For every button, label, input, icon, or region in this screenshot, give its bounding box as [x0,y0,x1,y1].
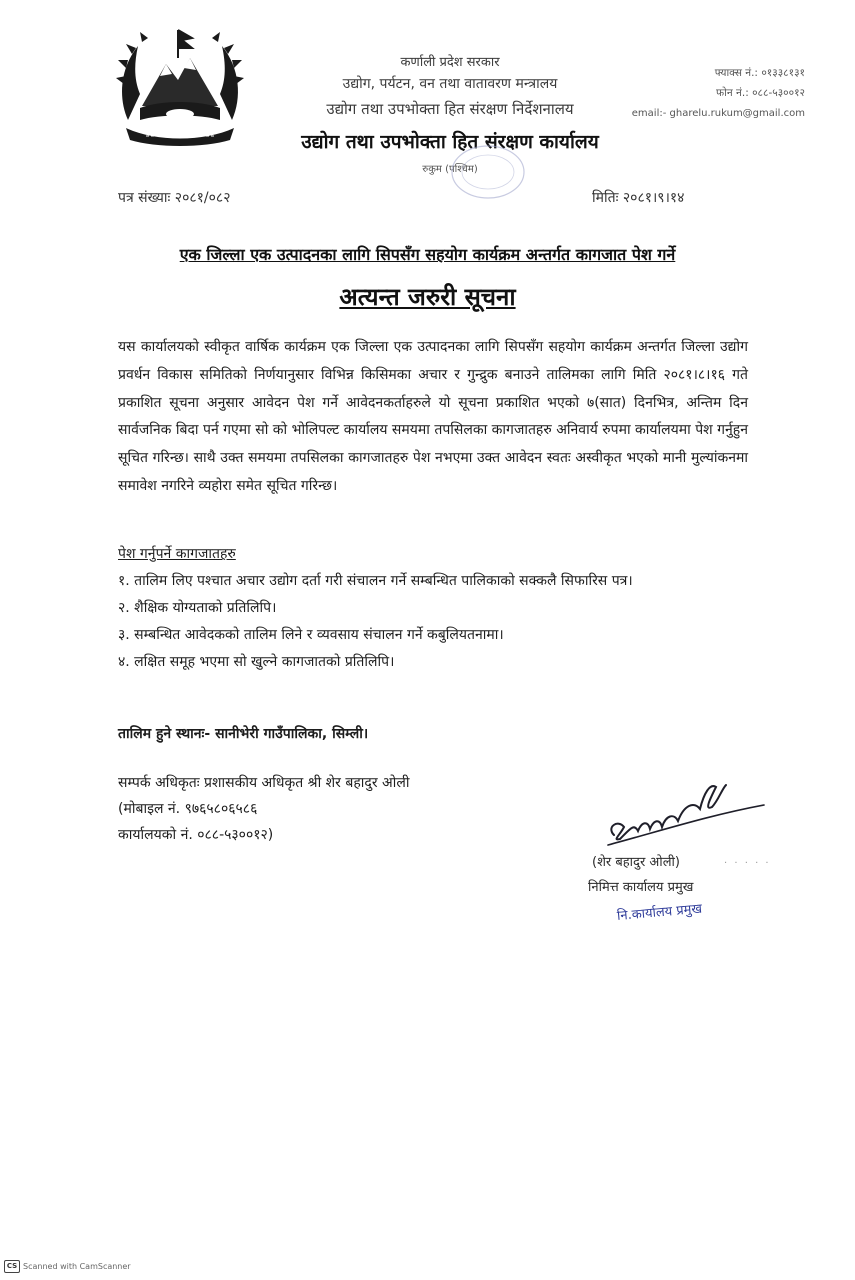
letterhead-government: कर्णाली प्रदेश सरकार [400,55,500,70]
camscanner-logo-icon: CS [4,1260,20,1273]
notice-title: अत्यन्त जरुरी सूचना [339,283,516,311]
letterhead-office: उद्योग तथा उपभोक्ता हित संरक्षण कार्यालय [301,131,599,153]
divider: · · · · · [724,858,771,869]
list-item: २. शैक्षिक योग्यताको प्रतिलिपि। [118,600,277,616]
training-venue: तालिम हुने स्थानः- सानीभेरी गाउँपालिका, सिम्ली। [118,726,369,742]
list-item: ४. लक्षित समूह भएमा सो खुल्ने कागजातको प्रतिलिपि। [118,654,395,670]
fax-number: फ्याक्स नं.: ०१३३८१३१ [714,67,805,79]
list-item: ३. सम्बन्धित आवेदकको तालिम लिने र व्यवसाय संचालन गर्ने कबुलियतनामा। [118,627,504,643]
letterhead-directorate: उद्योग तथा उपभोक्ता हित संरक्षण निर्देशनालय [326,100,574,118]
scanner-watermark [4,1260,131,1273]
government-emblem-icon [116,24,244,148]
phone-number: फोन नं.: ०८८-५३००१२ [716,87,805,99]
office-seal-icon [448,140,528,204]
email-address: email:- gharelu.rukum@gmail.com [631,108,805,119]
signatory-name: (शेर बहादुर ओली) [592,855,680,870]
documents-list [118,568,748,676]
notice-body: यस कार्यालयको स्वीकृत वार्षिक कार्यक्रम एक जिल्ला एक उत्पादनका लागि सिपसँग सहयोग कार्यक्रम अन्तर्गत जिल्ला उद्योग प्रवर्धन विकास समितिको निर्णयानुसार विभिन्न किसिमका अचार र गुन्द्रुक बनाउने तालिमका लागि मिति २०८१।८।१६ गते प्रकाशित सूचना अनुसार आवेदन पेश गर्ने आवेदनकर्ताहरुले यो सूचना प्रकाशित भएको ७(सात) दिनभित्र, अन्तिम दिन सार्वजनिक बिदा पर्न गएमा सो को भोलिपल्ट कार्यालय समयमा तपसिलका कागजातहरु अनिवार्य रुपमा कार्यालयमा पेश गर्नुहुन सूचित गरिन्छ। साथै उक्त समयमा तपसिलका कागजातहरु पेश नभएमा उक्त आवेदन स्वतः अस्वीकृत भएको मानी मुल्यांकनमा समावेश नगरिने व्यहोरा समेत सूचित गरिन्छ। [118,339,748,494]
letterhead-location: रुकुम (पश्चिम) [422,164,478,175]
scanner-watermark-text: Scanned with CamScanner [23,1262,131,1271]
documents-heading: पेश गर्नुपर्ने कागजातहरु [118,546,236,562]
contact-officer-block [118,770,409,848]
handwritten-signature-icon [600,765,770,855]
contact-officer: सम्पर्क अधिकृतः प्रशासकीय अधिकृत श्री शेर बहादुर ओली [118,775,410,791]
letterhead-ministry: उद्योग, पर्यटन, वन तथा वातावरण मन्त्रालय [342,76,558,92]
list-item: १. तालिम लिए पश्चात अचार उद्योग दर्ता गरी संचालन गर्ने सम्बन्धित पालिकाको सक्कलै सिफारिस पत्र। [118,573,633,589]
letter-number: पत्र संख्याः २०८१/०८२ [118,190,231,206]
signatory-title: निमित्त कार्यालय प्रमुख [588,880,694,895]
contact-office-number: कार्यालयको नं. ०८८-५३००१२) [118,827,274,843]
contact-mobile: (मोबाइल नं. ९७६५८०६५८६ [118,801,258,817]
signatory-stamp: नि.कार्यालय प्रमुख [616,901,703,924]
letter-date: मितिः २०८१।९।१४ [592,190,685,206]
letter-subject: एक जिल्ला एक उत्पादनका लागि सिपसँग सहयोग कार्यक्रम अन्तर्गत कागजात पेश गर्ने [179,245,676,264]
